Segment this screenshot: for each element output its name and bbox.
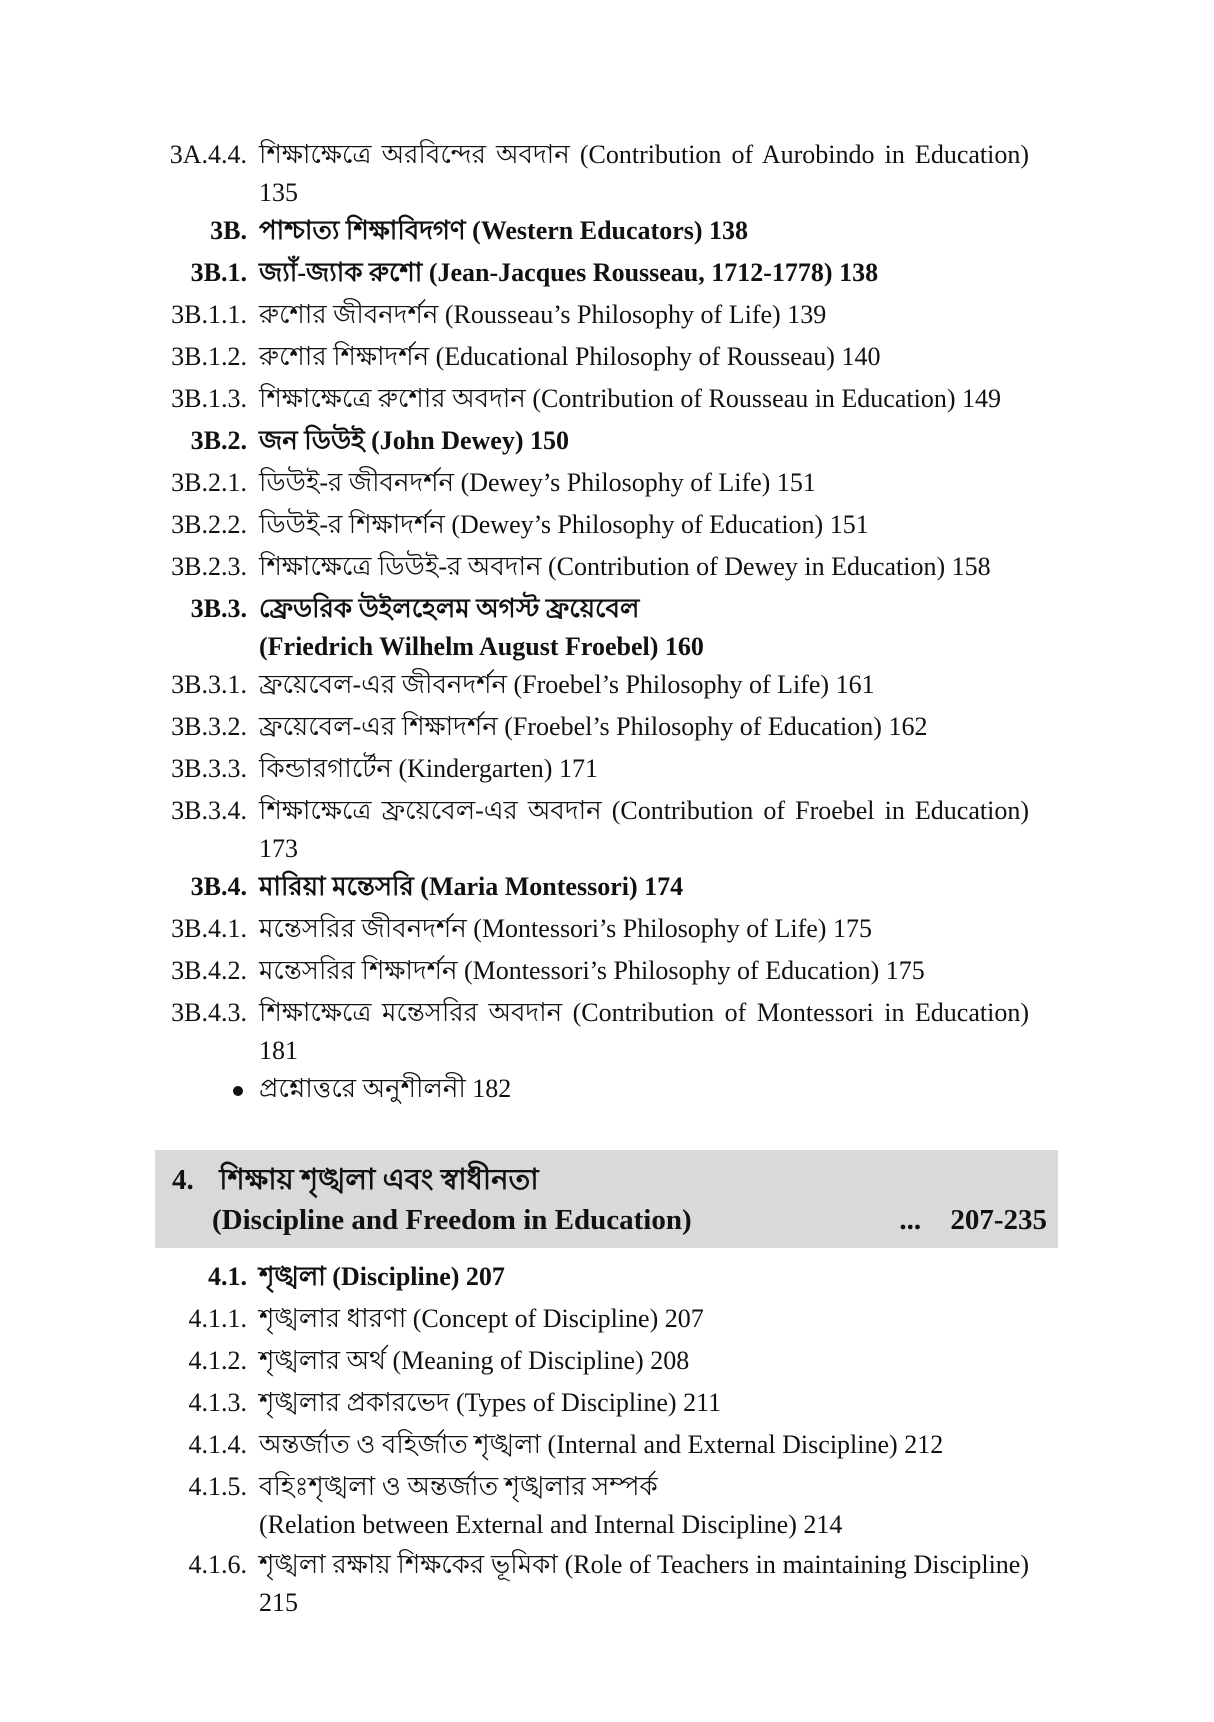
- entry-title-bn: শিক্ষাক্ষেত্রে রুশোর অবদান: [259, 384, 526, 413]
- entry-title-en: (Contribution of Rousseau in Education): [532, 384, 956, 413]
- entry-title-bn: মন্তেসরির শিক্ষাদর্শন: [259, 956, 458, 985]
- entry-number: 3A.4.4.: [169, 140, 247, 169]
- entry-number: 3B.2.1.: [171, 468, 247, 497]
- entry-title[interactable]: [259, 136, 1029, 212]
- entry-title[interactable]: [259, 952, 1039, 990]
- entry-title-en: (Concept of Discipline): [412, 1304, 659, 1333]
- entry-number: 3B.2.3.: [171, 552, 247, 581]
- entry-number: 4.1.6.: [188, 1550, 247, 1579]
- entry-title-bn: ডিউই-র শিক্ষাদর্শন: [259, 510, 445, 539]
- entry-page: 135: [259, 178, 298, 207]
- entry-title-en: (Contribution of Dewey in Education): [548, 552, 946, 581]
- entry-title-bn: পাশ্চাত্য শিক্ষাবিদগণ: [259, 216, 466, 245]
- entry-title[interactable]: [259, 666, 1039, 704]
- toc-entry[interactable]: [0, 464, 1214, 506]
- entry-title-bn: শৃঙ্খলার অর্থ: [259, 1346, 386, 1375]
- entry-page: 212: [904, 1430, 944, 1459]
- entry-title-en: (Froebel’s Philosophy of Life): [513, 670, 830, 699]
- toc-entry-heading[interactable]: [0, 1258, 1214, 1300]
- entry-title-en: (Contribution of Froebel in Education): [611, 796, 1029, 825]
- toc-entry[interactable]: [0, 750, 1214, 792]
- entry-title-bn: শৃঙ্খলা: [259, 1262, 326, 1291]
- toc-entry[interactable]: [0, 952, 1214, 994]
- entry-page: 174: [644, 872, 684, 901]
- toc-entry[interactable]: [0, 1300, 1214, 1342]
- entry-title[interactable]: [259, 868, 1039, 906]
- toc-section-3: [0, 136, 1214, 1112]
- entry-page: 211: [683, 1388, 722, 1417]
- entry-page: 162: [888, 712, 928, 741]
- entry-number: 3B.4.2.: [171, 956, 247, 985]
- entry-title[interactable]: [259, 590, 1039, 666]
- entry-title-en: (Western Educators): [472, 216, 703, 245]
- entry-title-en: (Montessori’s Philosophy of Education): [464, 956, 880, 985]
- toc-entry[interactable]: [0, 506, 1214, 548]
- toc-entry-heading[interactable]: [0, 212, 1214, 254]
- chapter-title-bn-line: [172, 1160, 1047, 1200]
- toc-entry-heading[interactable]: [0, 868, 1214, 910]
- entry-title[interactable]: [259, 1426, 1039, 1464]
- entry-title-en: (Types of Discipline): [456, 1388, 677, 1417]
- entry-page: 139: [787, 300, 827, 329]
- entry-page: 138: [709, 216, 749, 245]
- toc-entry[interactable]: [0, 1468, 1214, 1546]
- entry-number: 3B.3.1.: [171, 670, 247, 699]
- entry-number: 4.1.4.: [188, 1430, 247, 1459]
- entry-number: 3B.: [210, 216, 247, 245]
- leader-dots: ...: [899, 1204, 922, 1236]
- entry-page: 215: [259, 1588, 298, 1617]
- entry-title-bn: ফ্রয়েবেল-এর জীবনদর্শন: [259, 670, 508, 699]
- chapter-number: 4.: [172, 1164, 194, 1196]
- entry-title-en: (Kindergarten): [398, 754, 553, 783]
- entry-page: 151: [829, 510, 869, 539]
- entry-number: 3B.2.: [190, 426, 247, 455]
- entry-number: 3B.1.: [190, 258, 247, 287]
- entry-page: 151: [776, 468, 816, 497]
- toc-entry[interactable]: [0, 792, 1214, 868]
- entry-title[interactable]: [259, 994, 1029, 1070]
- entry-page: 175: [885, 956, 925, 985]
- toc-entry[interactable]: [0, 338, 1214, 380]
- entry-title[interactable]: [259, 422, 1039, 460]
- entry-page: 161: [835, 670, 875, 699]
- entry-title-bn: শৃঙ্খলা রক্ষায় শিক্ষকের ভূমিকা: [259, 1550, 558, 1579]
- entry-title[interactable]: [259, 708, 1039, 746]
- entry-title[interactable]: [259, 792, 1029, 868]
- entry-title-en: (Froebel’s Philosophy of Education): [504, 712, 882, 741]
- toc-entry[interactable]: [0, 1342, 1214, 1384]
- entry-title[interactable]: [259, 380, 1039, 418]
- entry-title-en: (Relation between External and Internal Discipline): [259, 1510, 797, 1539]
- toc-entry[interactable]: [0, 910, 1214, 952]
- entry-title-en: (Role of Teachers in maintaining Discipline): [564, 1550, 1030, 1579]
- entry-title-bn: মারিয়া মন্তেসরি: [259, 872, 414, 901]
- entry-page: 171: [558, 754, 598, 783]
- entry-page: 181: [259, 1036, 298, 1065]
- entry-title[interactable]: [259, 1468, 1039, 1544]
- entry-number: 3B.3.4.: [171, 796, 247, 825]
- entry-title-en: (Jean-Jacques Rousseau, 1712-1778): [428, 258, 833, 287]
- entry-number: 3B.3.3.: [171, 754, 247, 783]
- toc-entry[interactable]: [0, 666, 1214, 708]
- entry-number: 3B.1.1.: [171, 300, 247, 329]
- toc-entry[interactable]: [0, 1384, 1214, 1426]
- entry-title-bn: শৃঙ্খলার প্রকারভেদ: [259, 1388, 450, 1417]
- entry-title-en: (John Dewey): [371, 426, 524, 455]
- entry-title-en: (Maria Montessori): [420, 872, 638, 901]
- entry-title-en: (Dewey’s Philosophy of Education): [451, 510, 824, 539]
- entry-number: 3B.4.1.: [171, 914, 247, 943]
- entry-title-bn: শিক্ষাক্ষেত্রে অরবিন্দের অবদান: [259, 140, 570, 169]
- entry-page: 149: [962, 384, 1001, 413]
- entry-title-en: (Friedrich Wilhelm August Froebel): [259, 632, 659, 661]
- chapter-page-range: 207-235: [950, 1204, 1047, 1236]
- entry-title-bn: জন ডিউই: [259, 426, 365, 455]
- entry-title-bn: রুশোর শিক্ষাদর্শন: [259, 342, 430, 371]
- entry-number: 3B.3.: [190, 594, 247, 623]
- entry-title[interactable]: [259, 1546, 1029, 1622]
- entry-title[interactable]: [259, 1258, 1039, 1296]
- entry-title-bn: শিক্ষাক্ষেত্রে ফ্রয়েবেল-এর অবদান: [259, 796, 602, 825]
- chapter-page-range-wrap: [899, 1200, 1047, 1240]
- entry-title[interactable]: [259, 1384, 1039, 1422]
- entry-title-bn: ফ্রয়েবেল-এর শিক্ষাদর্শন: [259, 712, 498, 741]
- toc-entry-exercises[interactable]: [0, 1070, 1214, 1112]
- entry-title[interactable]: [259, 254, 1039, 292]
- entry-title-bn: মন্তেসরির জীবনদর্শন: [259, 914, 467, 943]
- entry-title-en: (Contribution of Montessori in Education): [572, 998, 1029, 1027]
- entry-title[interactable]: [259, 1342, 1039, 1380]
- entry-title-en: (Educational Philosophy of Rousseau): [435, 342, 835, 371]
- entry-title[interactable]: [259, 1300, 1039, 1338]
- toc-entry[interactable]: [0, 1546, 1214, 1622]
- entry-title[interactable]: [259, 750, 1039, 788]
- entry-title[interactable]: [259, 910, 1039, 948]
- entry-title-en: (Rousseau’s Philosophy of Life): [444, 300, 781, 329]
- toc-entry[interactable]: [0, 994, 1214, 1070]
- toc-section-4: [0, 1258, 1214, 1622]
- entry-title[interactable]: [259, 548, 1039, 586]
- entry-title[interactable]: [259, 1070, 1039, 1108]
- toc-entry-heading[interactable]: [0, 422, 1214, 464]
- entry-title-en: (Meaning of Discipline): [392, 1346, 644, 1375]
- entry-number: 4.1.1.: [188, 1304, 247, 1333]
- entry-page: 208: [650, 1346, 690, 1375]
- toc-entry[interactable]: [0, 548, 1214, 590]
- entry-number: 3B.4.: [190, 872, 247, 901]
- entry-title-bn: শিক্ষাক্ষেত্রে ডিউই-র অবদান: [259, 552, 542, 581]
- entry-page: 158: [951, 552, 991, 581]
- entry-page: 173: [259, 834, 298, 863]
- entry-page: 160: [664, 632, 704, 661]
- entry-title[interactable]: [259, 506, 1039, 544]
- entry-title-bn: জ্যাঁ-জ্যাক রুশো: [259, 258, 423, 287]
- entry-title-en: (Montessori’s Philosophy of Life): [473, 914, 827, 943]
- toc-entry[interactable]: [0, 1426, 1214, 1468]
- chapter-header[interactable]: [172, 1160, 1047, 1240]
- entry-title-bn: শৃঙ্খলার ধারণা: [259, 1304, 407, 1333]
- entry-title[interactable]: [259, 338, 1039, 376]
- toc-entry[interactable]: [0, 380, 1214, 422]
- toc-entry[interactable]: [0, 296, 1214, 338]
- entry-title-bn: রুশোর জীবনদর্শন: [259, 300, 439, 329]
- entry-bullet: [0, 1070, 259, 1108]
- chapter-title-en: (Discipline and Freedom in Education): [212, 1204, 692, 1236]
- entry-title-bn: অন্তর্জাত ও বহির্জাত শৃঙ্খলা: [259, 1430, 542, 1459]
- entry-title[interactable]: [259, 212, 1039, 250]
- entry-number: 3B.1.2.: [171, 342, 247, 371]
- entry-title-bn: প্রশ্নোত্তরে অনুশীলনী: [259, 1074, 466, 1103]
- entry-page: 214: [803, 1510, 843, 1539]
- entry-title[interactable]: [259, 296, 1039, 334]
- entry-number: 4.1.5.: [188, 1472, 247, 1501]
- entry-title-bn: ফ্রেডরিক উইলহেলম অগস্ট ফ্রয়েবেল: [259, 594, 640, 623]
- entry-number: 3B.4.3.: [171, 998, 247, 1027]
- bullet-icon: [233, 1086, 243, 1096]
- entry-page: 182: [472, 1074, 512, 1103]
- toc-entry[interactable]: [0, 136, 1214, 212]
- entry-title-en: (Discipline): [332, 1262, 460, 1291]
- chapter-title-bn: শিক্ষায় শৃঙ্খলা এবং স্বাধীনতা: [219, 1164, 539, 1196]
- entry-number: 3B.2.2.: [171, 510, 247, 539]
- entry-number: 4.1.3.: [188, 1388, 247, 1417]
- entry-page: 207: [465, 1262, 505, 1291]
- entry-title-en: (Contribution of Aurobindo in Education): [579, 140, 1030, 169]
- chapter-title-en-line: [172, 1200, 1047, 1240]
- toc-entry-heading[interactable]: [0, 590, 1214, 666]
- entry-title[interactable]: [259, 464, 1039, 502]
- entry-title-en: (Internal and External Discipline): [547, 1430, 898, 1459]
- entry-title-bn: কিন্ডারগার্টেন: [259, 754, 392, 783]
- toc-entry-heading[interactable]: [0, 254, 1214, 296]
- entry-page: 207: [664, 1304, 704, 1333]
- entry-title-bn: বহিঃশৃঙ্খলা ও অন্তর্জাত শৃঙ্খলার সম্পর্ক: [259, 1472, 658, 1501]
- entry-page: 175: [832, 914, 872, 943]
- entry-number: 4.1.: [208, 1262, 247, 1291]
- entry-title-bn: শিক্ষাক্ষেত্রে মন্তেসরির অবদান: [259, 998, 563, 1027]
- entry-page: 150: [530, 426, 570, 455]
- entry-number: 3B.3.2.: [171, 712, 247, 741]
- entry-page: 138: [839, 258, 879, 287]
- entry-title-bn: ডিউই-র জীবনদর্শন: [259, 468, 455, 497]
- entry-number: 4.1.2.: [188, 1346, 247, 1375]
- entry-number: 3B.1.3.: [171, 384, 247, 413]
- entry-title-en: (Dewey’s Philosophy of Life): [460, 468, 771, 497]
- toc-entry[interactable]: [0, 708, 1214, 750]
- entry-page: 140: [841, 342, 881, 371]
